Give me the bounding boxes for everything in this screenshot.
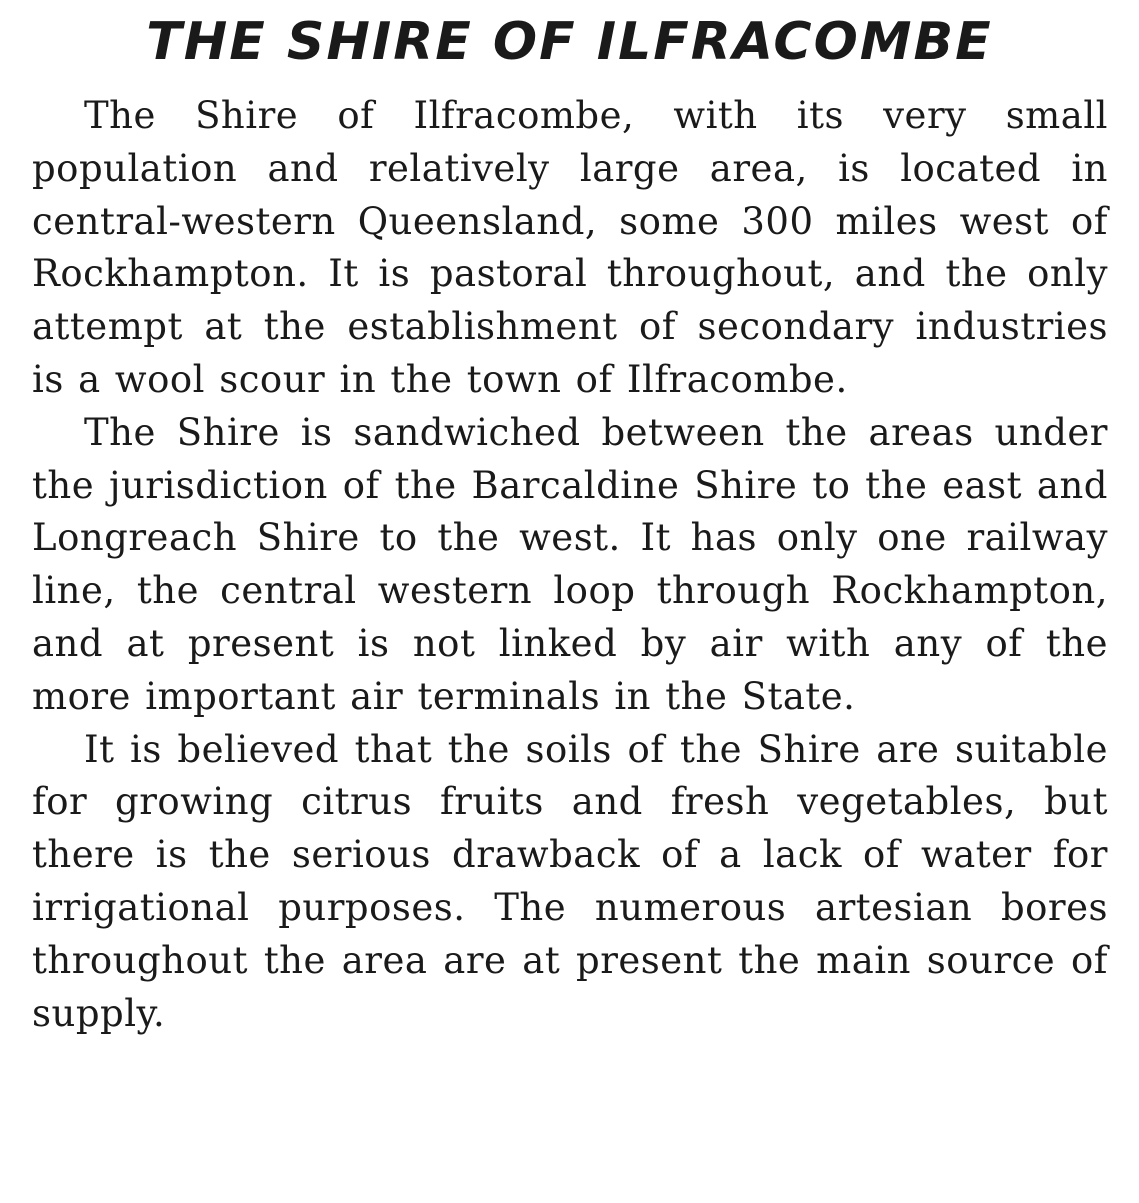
- article-paragraph-1: The Shire of Ilfracombe, with its very small population and relatively large area, is located in central-western Queensland, some 300 miles west of Rockhampton. It is pastoral throughout, and the only attempt at the establishment of secondary industries is a wool scour in the town of Ilfracombe.: [32, 94, 1108, 401]
- article-body: [32, 90, 1108, 1040]
- article-paragraph-3: It is believed that the soils of the Shire are suitable for growing citrus fruits and fresh vegetables, but there is the serious drawback of a lack of water for irrigational purposes. The numerous artesian bores throughout the area are at present the main source of supply.: [32, 727, 1108, 1035]
- article-paragraph-2: The Shire is sandwiched between the areas under the jurisdiction of the Barcaldine Shire to the east and Longreach Shire to the west. It has only one railway line, the central western loop through Rockhampton, and at present is not linked by air with any of the more important air terminals in the State.: [32, 410, 1108, 718]
- article-headline: THE SHIRE OF ILFRACOMBE: [146, 12, 993, 72]
